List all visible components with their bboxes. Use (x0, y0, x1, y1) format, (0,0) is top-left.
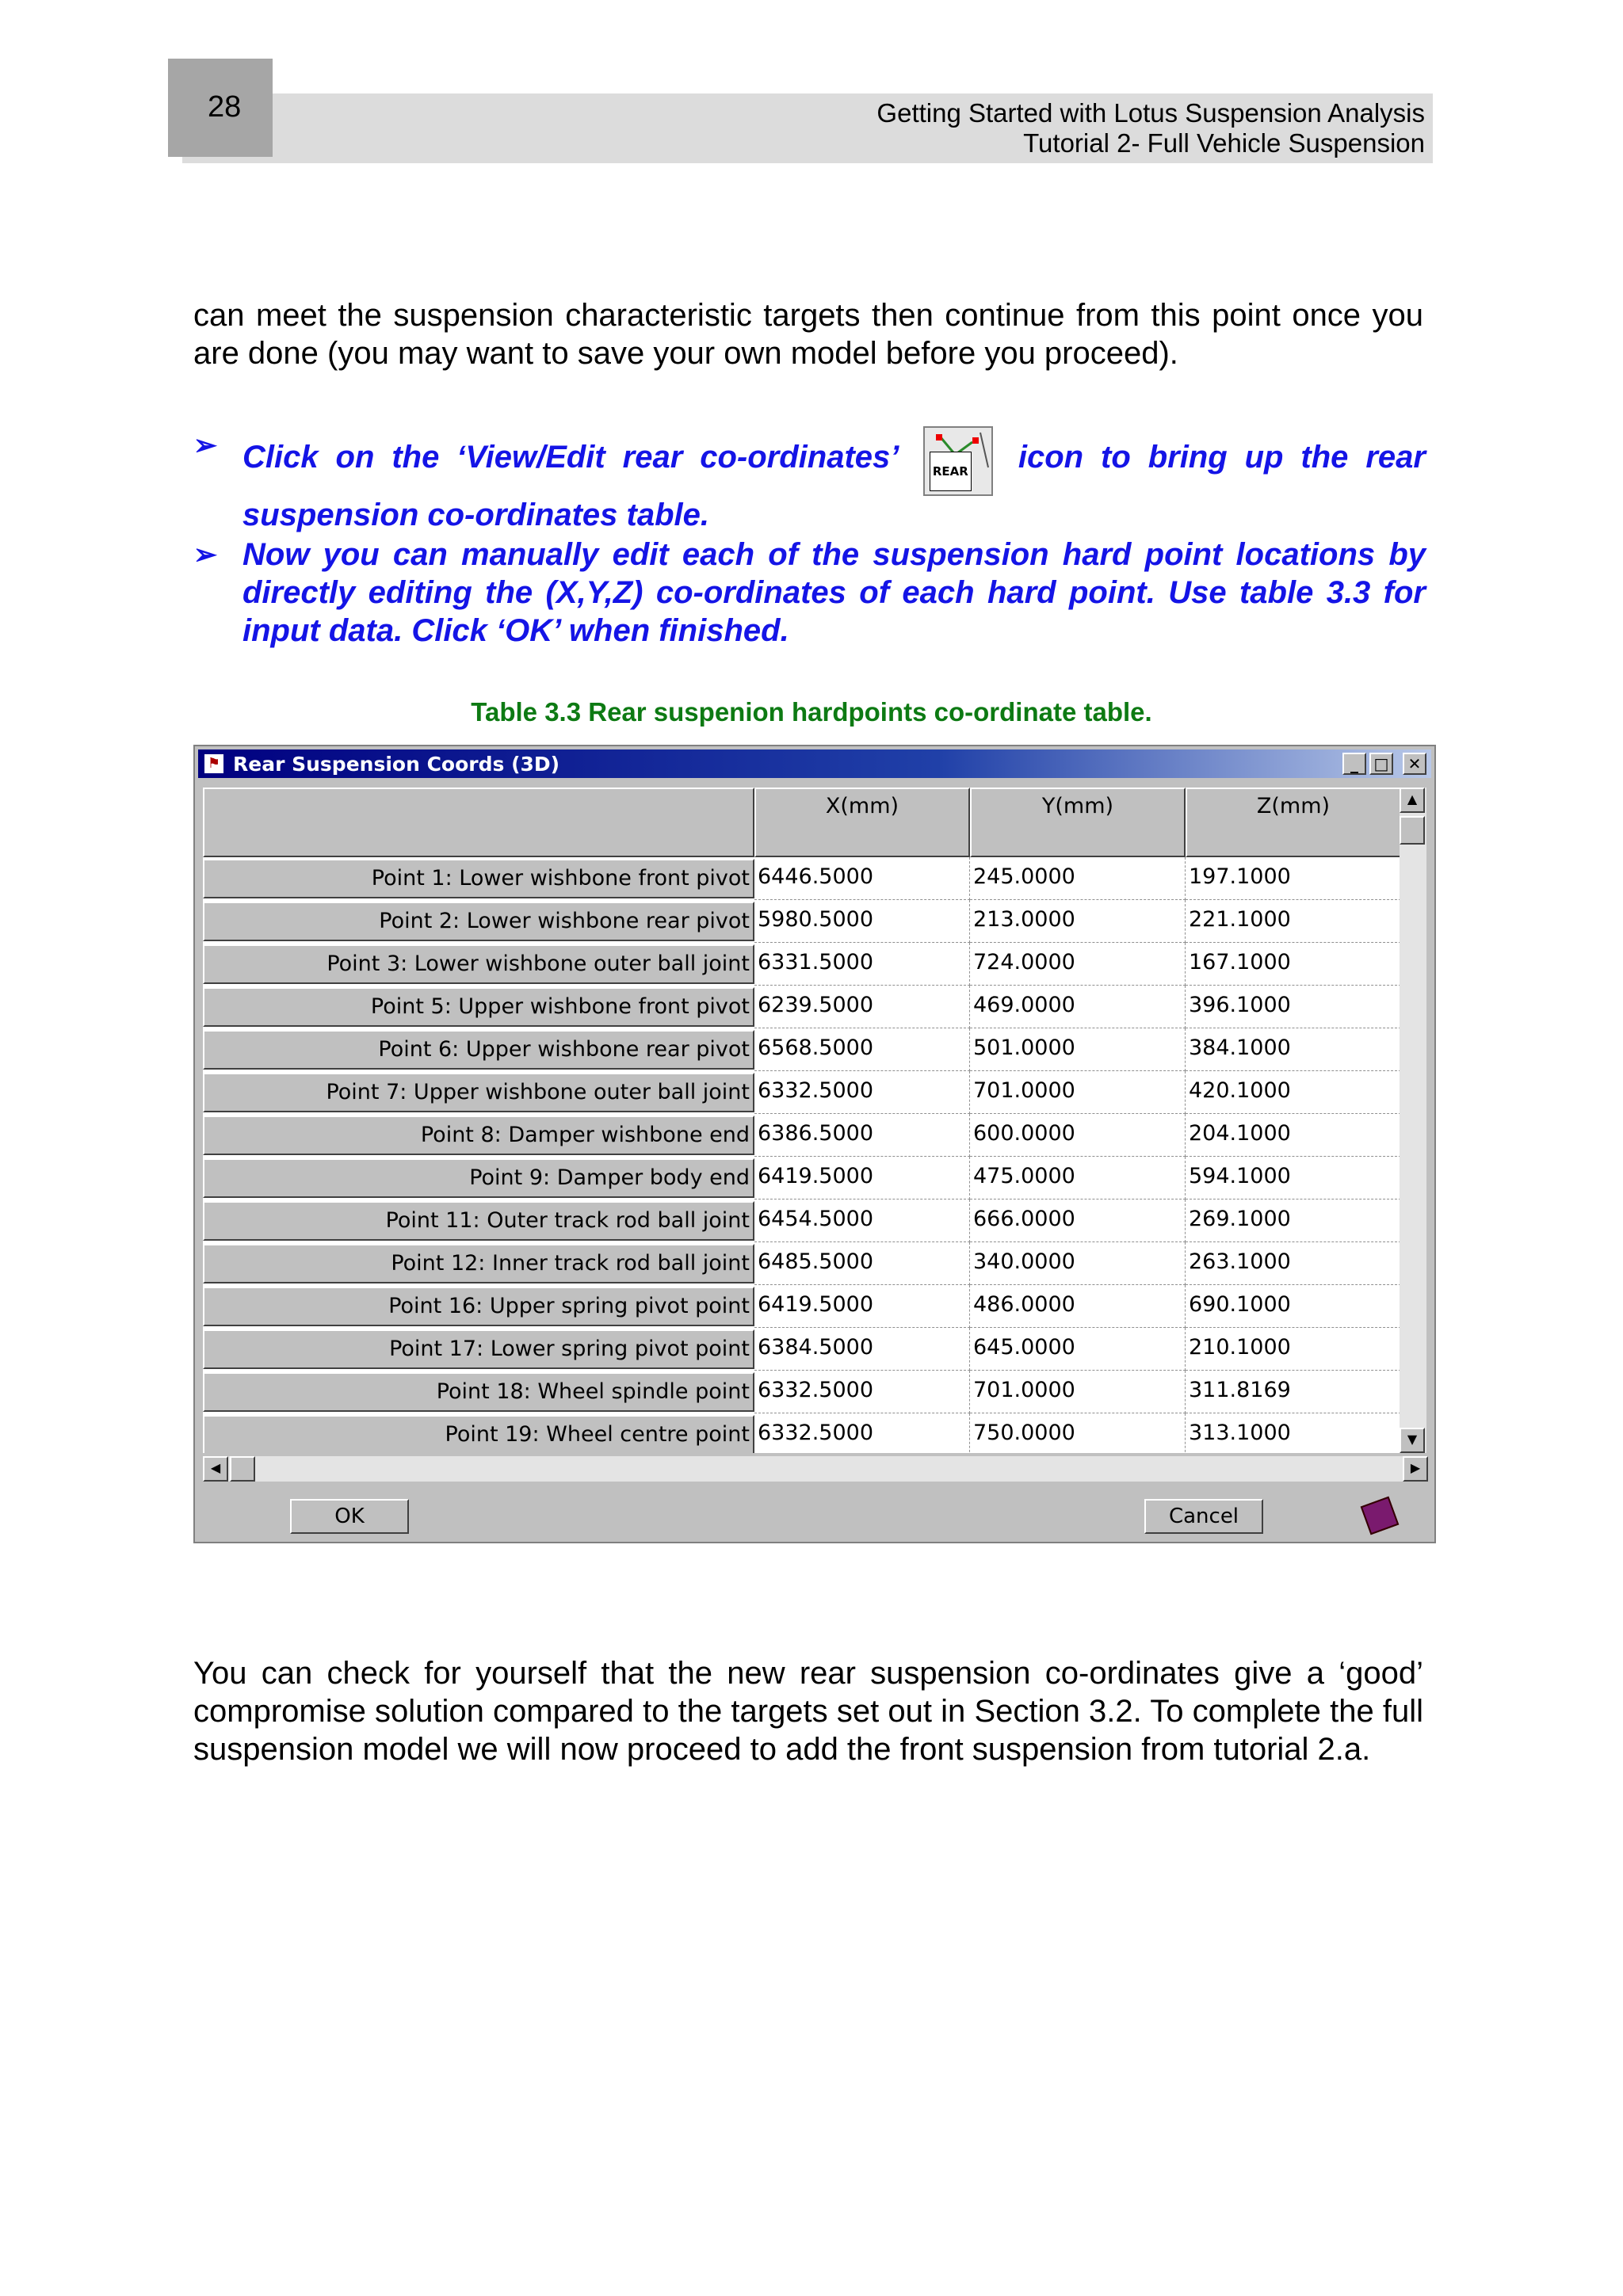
cell-x[interactable]: 6239.5000 (754, 986, 970, 1028)
cell-x[interactable]: 6419.5000 (754, 1157, 970, 1199)
row-header: Point 12: Inner track rod ball joint (203, 1244, 754, 1283)
cell-y[interactable]: 701.0000 (970, 1371, 1186, 1413)
horizontal-scrollbar[interactable] (203, 1456, 1428, 1482)
row-header: Point 2: Lower wishbone rear pivot (203, 902, 754, 941)
ok-button[interactable]: OK (290, 1499, 409, 1534)
scroll-right-icon[interactable]: ▶ (1403, 1456, 1428, 1482)
hscroll-thumb[interactable] (230, 1456, 255, 1482)
cell-y[interactable]: 701.0000 (970, 1071, 1186, 1114)
cell-z[interactable]: 384.1000 (1186, 1028, 1401, 1071)
corner-header (203, 788, 754, 857)
cell-x[interactable]: 6332.5000 (754, 1071, 970, 1114)
help-book-icon[interactable] (1361, 1497, 1400, 1535)
cell-y[interactable]: 724.0000 (970, 943, 1186, 986)
cell-y[interactable]: 469.0000 (970, 986, 1186, 1028)
cell-y[interactable]: 600.0000 (970, 1114, 1186, 1157)
cell-x[interactable]: 6419.5000 (754, 1285, 970, 1328)
window-titlebar[interactable] (198, 749, 1431, 778)
coordinates-grid (203, 788, 1401, 1453)
row-header: Point 18: Wheel spindle point (203, 1372, 754, 1412)
row-header: Point 7: Upper wishbone outer ball joint (203, 1073, 754, 1112)
cell-z[interactable]: 210.1000 (1186, 1328, 1401, 1371)
row-header: Point 11: Outer track rod ball joint (203, 1201, 754, 1241)
cell-x[interactable]: 6332.5000 (754, 1371, 970, 1413)
bullet1-text-before: Click on the ‘View/Edit rear co-ordinates’ (242, 440, 898, 475)
cell-z[interactable]: 197.1000 (1186, 857, 1401, 900)
cell-y[interactable]: 645.0000 (970, 1328, 1186, 1371)
arrow-bullet-icon: ➢ (193, 429, 218, 461)
cell-y[interactable]: 245.0000 (970, 857, 1186, 900)
row-header: Point 16: Upper spring pivot point (203, 1287, 754, 1326)
close-button[interactable]: ✕ (1403, 753, 1426, 775)
scroll-down-icon[interactable]: ▼ (1400, 1428, 1425, 1453)
scroll-left-icon[interactable]: ◀ (203, 1456, 228, 1482)
cell-z[interactable]: 311.8169 (1186, 1371, 1401, 1413)
maximize-button[interactable]: □ (1369, 753, 1393, 775)
cell-y[interactable]: 666.0000 (970, 1199, 1186, 1242)
vertical-scrollbar[interactable] (1400, 788, 1426, 1453)
table-caption: Table 3.3 Rear suspenion hardpoints co-ordinate table. (471, 697, 1152, 727)
cell-y[interactable]: 501.0000 (970, 1028, 1186, 1071)
row-header: Point 9: Damper body end (203, 1158, 754, 1198)
row-header: Point 6: Upper wishbone rear pivot (203, 1030, 754, 1070)
header-subtitle: Tutorial 2- Full Vehicle Suspension (1023, 128, 1425, 158)
cell-z[interactable]: 167.1000 (1186, 943, 1401, 986)
bullet2-text: Now you can manually edit each of the suspension hard point locations by directly editing the (X,Y,Z) co-ordinates of each hard point. Use table 3.3 for input data. Click ‘OK’ when finished. (242, 537, 1426, 648)
row-header: Point 3: Lower wishbone outer ball joint (203, 944, 754, 984)
cell-x[interactable]: 6331.5000 (754, 943, 970, 986)
cancel-button[interactable]: Cancel (1144, 1499, 1263, 1534)
rear-suspension-coords-window (193, 745, 1436, 1543)
cell-z[interactable]: 690.1000 (1186, 1285, 1401, 1328)
cell-z[interactable]: 204.1000 (1186, 1114, 1401, 1157)
app-icon: ⚑ (204, 754, 223, 773)
column-header-z[interactable]: Z(mm) (1186, 788, 1401, 857)
cell-y[interactable]: 340.0000 (970, 1242, 1186, 1285)
cell-y[interactable]: 486.0000 (970, 1285, 1186, 1328)
scroll-thumb[interactable] (1400, 816, 1425, 845)
cell-z[interactable]: 221.1000 (1186, 900, 1401, 943)
column-header-y[interactable]: Y(mm) (970, 788, 1186, 857)
cell-y[interactable]: 475.0000 (970, 1157, 1186, 1199)
paragraph-conclusion: You can check for yourself that the new rear suspension co-ordinates give a ‘good’ compromise solution compared to the targets set out in Section 3.2. To complete the full suspension model we will now proceed to add the front suspension from tutorial 2.a. (193, 1656, 1423, 1767)
cell-y[interactable]: 213.0000 (970, 900, 1186, 943)
paragraph-intro: can meet the suspension characteristic targets then continue from this point once you are done (you may want to save your own model before you proceed). (193, 298, 1423, 371)
rear-coordinates-icon (923, 426, 993, 496)
cell-z[interactable]: 594.1000 (1186, 1157, 1401, 1199)
cell-x[interactable]: 6384.5000 (754, 1328, 970, 1371)
cell-x[interactable]: 6454.5000 (754, 1199, 970, 1242)
cell-x[interactable]: 6386.5000 (754, 1114, 970, 1157)
cell-x[interactable]: 5980.5000 (754, 900, 970, 943)
row-header: Point 5: Upper wishbone front pivot (203, 987, 754, 1027)
header-title: Getting Started with Lotus Suspension Analysis (876, 98, 1425, 128)
scroll-up-icon[interactable]: ▲ (1400, 788, 1425, 813)
page-number: 28 (168, 59, 273, 157)
arrow-bullet-icon: ➢ (193, 538, 218, 570)
row-header: Point 17: Lower spring pivot point (203, 1329, 754, 1369)
cell-y[interactable]: 750.0000 (970, 1413, 1186, 1453)
row-header: Point 1: Lower wishbone front pivot (203, 859, 754, 898)
cell-x[interactable]: 6568.5000 (754, 1028, 970, 1071)
row-header: Point 8: Damper wishbone end (203, 1116, 754, 1155)
cell-z[interactable]: 313.1000 (1186, 1413, 1401, 1453)
bullet1-text-after: icon to bring up the rear suspension co-ordinates table. (242, 440, 1426, 532)
minimize-button[interactable]: _ (1342, 753, 1366, 775)
cell-z[interactable]: 420.1000 (1186, 1071, 1401, 1114)
rear-icon-label: REAR (930, 452, 972, 491)
cell-x[interactable]: 6332.5000 (754, 1413, 970, 1453)
column-header-x[interactable]: X(mm) (754, 788, 970, 857)
cell-x[interactable]: 6485.5000 (754, 1242, 970, 1285)
cell-z[interactable]: 396.1000 (1186, 986, 1401, 1028)
window-title: Rear Suspension Coords (3D) (233, 753, 560, 776)
cell-z[interactable]: 269.1000 (1186, 1199, 1401, 1242)
cell-z[interactable]: 263.1000 (1186, 1242, 1401, 1285)
row-header: Point 19: Wheel centre point (203, 1415, 754, 1453)
cell-x[interactable]: 6446.5000 (754, 857, 970, 900)
